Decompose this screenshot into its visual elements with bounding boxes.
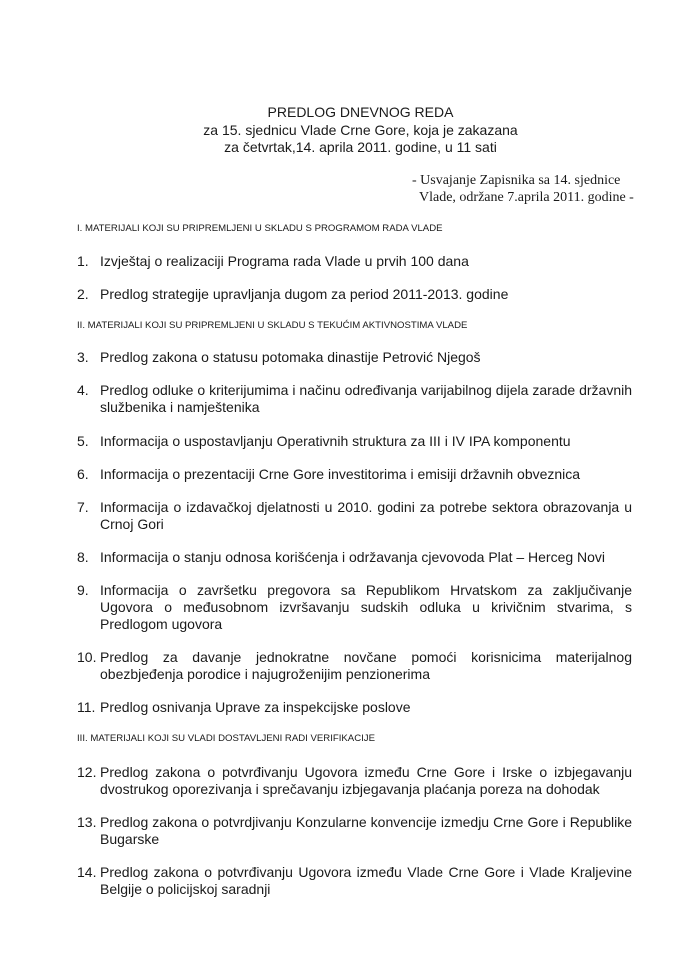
agenda-item-number: 10.	[77, 649, 97, 665]
agenda-item-text: Predlog zakona o potvrđivanju Ugovora između Vlade Crne Gore i Vlade Kraljevine Belgije o policijskoj saradnji	[100, 864, 632, 897]
agenda-item-number: 4.	[77, 382, 89, 398]
agenda-item-number: 11.	[77, 699, 96, 715]
agenda-item	[77, 864, 632, 898]
agenda-item-number: 1.	[77, 253, 89, 269]
agenda-item-text: Informacija o završetku pregovora sa Republikom Hrvatskom za zaključivanje Ugovora o međusobnom izvršavanju sudskih odluka u krivičnim stvarima, s Predlogom ugovora	[100, 582, 632, 632]
agenda-item-number: 12.	[77, 764, 97, 780]
document-subtitle: za četvrtak,14. aprila 2011. godine, u 11 sati	[224, 139, 497, 155]
agenda-item-number: 5.	[77, 433, 89, 449]
section-heading: III. MATERIJALI KOJI SU VLADI DOSTAVLJENI RADI VERIFIKACIJE	[77, 733, 375, 744]
agenda-item-text: Predlog za davanje jednokratne novčane pomoći korisnicima materijalnog obezbjeđenja porodice i najugroženijim penzionerima	[100, 649, 632, 682]
document-subtitle: za 15. sjednicu Vlade Crne Gore, koja je zakazana	[203, 121, 518, 138]
agenda-item-number: 6.	[77, 466, 89, 482]
agenda-item	[77, 349, 632, 366]
agenda-item-text: Informacija o uspostavljanju Operativnih struktura za III i IV IPA komponentu	[100, 433, 571, 449]
agenda-item-text: Informacija o izdavačkoj djelatnosti u 2010. godini za potrebe sektora obrazovanja u Crnoj Gori	[100, 499, 632, 532]
agenda-item-number: 2.	[77, 286, 89, 302]
agenda-item	[77, 582, 632, 633]
agenda-item	[77, 433, 632, 450]
section-heading: II. MATERIJALI KOJI SU PRIPREMLJENI U SKLADU S TEKUĆIM AKTIVNOSTIMA VLADE	[77, 320, 468, 331]
section-heading: I. MATERIJALI KOJI SU PRIPREMLJENI U SKLADU S PROGRAMOM RADA VLADE	[77, 223, 443, 234]
document-title: PREDLOG DNEVNOG REDA	[267, 104, 454, 120]
agenda-item-text: Predlog odluke o kriterijumima i načinu određivanja varijabilnog dijela zarade državnih službenika i namještenika	[100, 382, 632, 415]
agenda-item-number: 7.	[77, 499, 89, 515]
agenda-item	[77, 466, 632, 483]
agenda-item-text: Informacija o stanju odnosa korišćenja i održavanja cjevovoda Plat – Herceg Novi	[100, 549, 606, 565]
agenda-item	[77, 699, 632, 716]
agenda-item-text: Predlog zakona o statusu potomaka dinastije Petrović Njegoš	[100, 349, 481, 365]
agenda-item	[77, 382, 632, 416]
agenda-item-number: 3.	[77, 349, 89, 365]
agenda-item	[77, 286, 632, 303]
minutes-note: - Usvajanje Zapisnika sa 14. sjednice Vlade, održane 7.aprila 2011. godine -	[412, 173, 634, 205]
agenda-item-number: 9.	[77, 582, 89, 598]
agenda-item-number: 8.	[77, 549, 89, 565]
agenda-item-text: Predlog strategije upravljanja dugom za period 2011-2013. godine	[100, 286, 509, 302]
agenda-item-number: 13.	[77, 814, 97, 830]
agenda-item-text: Predlog osnivanja Uprave za inspekcijske poslove	[100, 699, 411, 715]
agenda-item-text: Predlog zakona o potvrđivanju Ugovora između Crne Gore i Irske o izbjegavanju dvostrukog oporezivanja i sprečavanju izbjegavanja plaćanja poreza na dohodak	[100, 764, 632, 797]
agenda-item-number: 14.	[77, 864, 97, 880]
agenda-item-text: Izvještaj o realizaciji Programa rada Vlade u prvih 100 dana	[100, 253, 469, 269]
agenda-item	[77, 253, 632, 270]
document-header	[0, 104, 679, 157]
agenda-item	[77, 649, 632, 683]
agenda-item	[77, 549, 632, 566]
agenda-item	[77, 814, 632, 848]
agenda-item-text: Predlog zakona o potvrdjivanju Konzularne konvencije izmedju Crne Gore i Republike Bugarske	[100, 814, 632, 847]
agenda-item	[77, 499, 632, 533]
agenda-item	[77, 764, 632, 798]
agenda-item-text: Informacija o prezentaciji Crne Gore investitorima i emisiji državnih obveznica	[100, 466, 581, 482]
